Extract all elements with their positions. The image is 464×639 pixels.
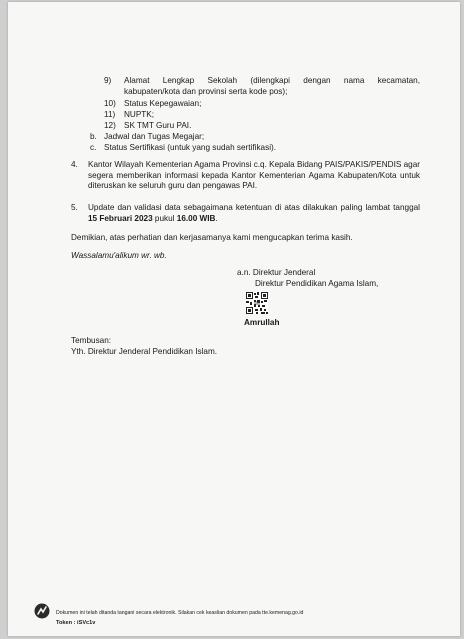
- point-5-text: [88, 203, 420, 224]
- e-signature-logo-icon: [34, 603, 50, 619]
- list-item-9-line2: kabupaten/kota dan provinsi serta kode pos);: [124, 87, 288, 96]
- list-number-11: 11): [104, 110, 116, 119]
- deadline-time: 16.00 WIB: [176, 213, 216, 223]
- signature-an: a.n. Direktur Jenderal: [237, 268, 316, 277]
- list-letter-b: b.: [90, 132, 97, 141]
- deadline-date: 15 Februari 2023: [88, 213, 153, 223]
- list-item-b: Jadwal dan Tugas Megajar;: [104, 132, 205, 141]
- cc-item: Yth. Direktur Jenderal Pendidikan Islam.: [71, 347, 218, 356]
- point-5-text-before: Update dan validasi data sebagaimana ketentuan di atas dilakukan paling lambat tanggal: [88, 203, 420, 212]
- signature-position: Direktur Pendidikan Agama Islam,: [255, 279, 379, 288]
- point-number-4: 4.: [71, 160, 78, 169]
- list-item-10: Status Kepegawaian;: [124, 99, 202, 108]
- list-item-11: NUPTK;: [124, 110, 155, 119]
- point-4-text: Kantor Wilayah Kementerian Agama Provinsi c.q. Kepala Bidang PAIS/PAKIS/PENDIS agar segera memberikan informasi kepada Kantor Kementerian Agama Kabupaten/Kota untuk diteruskan ke seluruh guru dan pengawas PAI.: [88, 160, 420, 190]
- list-number-9: 9): [104, 76, 112, 85]
- list-item-12: SK TMT Guru PAI.: [124, 121, 192, 130]
- cc-label: Tembusan:: [71, 336, 112, 345]
- footer-notice: Dokumen ini telah ditanda tangani secara elektronik. Silakan cek keaslian dokumen pada tte.kemenag.go.id: [56, 610, 304, 617]
- list-item-c: Status Sertifikasi (untuk yang sudah sertifikasi).: [104, 143, 277, 152]
- point-5-text-mid: pukul: [152, 213, 177, 223]
- closing-thanks: Demikian, atas perhatian dan kerjasamanya kami mengucapkan terima kasih.: [71, 233, 353, 242]
- signer-name: Amrullah: [244, 318, 280, 327]
- list-number-10: 10): [104, 99, 116, 108]
- document-page: [8, 2, 460, 636]
- point-number-5: 5.: [71, 203, 78, 212]
- qr-code-icon: [246, 292, 268, 314]
- list-letter-c: c.: [90, 143, 97, 152]
- list-item-9-line1: Alamat Lengkap Sekolah (dilengkapi dengan nama kecamatan,: [124, 76, 420, 85]
- footer-token: Token : iSVc1v: [56, 619, 96, 626]
- list-number-12: 12): [104, 121, 116, 130]
- point-5-text-end: .: [215, 213, 218, 223]
- closing-salam: Wassalamu'alikum wr. wb.: [71, 251, 167, 260]
